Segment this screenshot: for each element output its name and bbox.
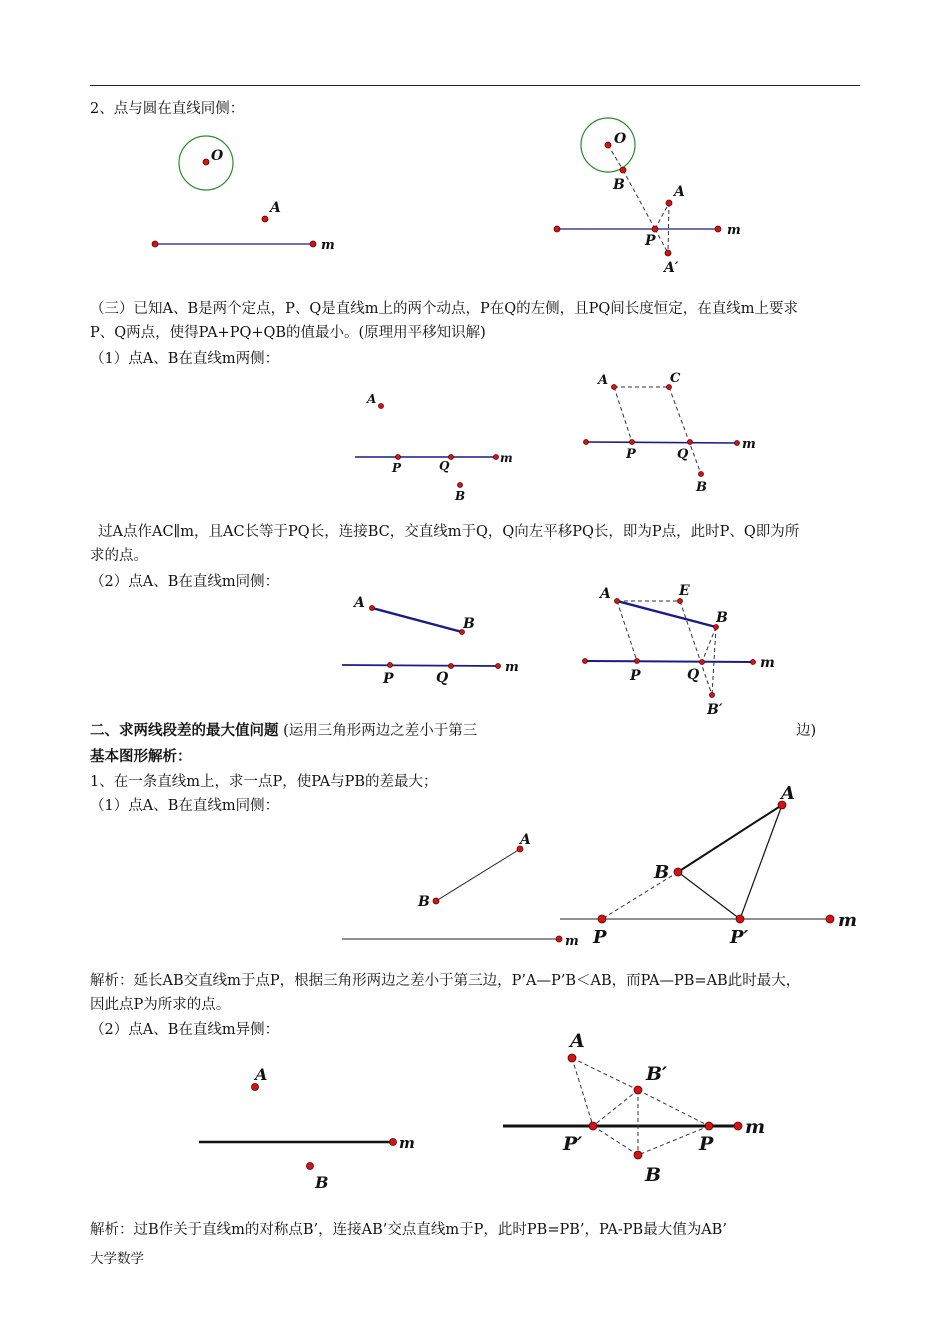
point-m-left (584, 440, 589, 445)
line-m (342, 665, 498, 666)
dash-a-p-prime (572, 1058, 593, 1126)
line-m (585, 661, 753, 662)
label-m: m (505, 660, 519, 675)
label-a: A (674, 184, 685, 200)
point-m-left (152, 241, 158, 247)
label-a: A (520, 832, 531, 848)
segment-b-a (678, 805, 782, 872)
label-p: P (626, 447, 636, 462)
section-4-title-bold: 二、求两线段差的最大值问题 (90, 722, 279, 739)
label-o: O (614, 131, 627, 147)
point-b (433, 898, 439, 904)
point-a (252, 1084, 259, 1091)
point-m-right (494, 455, 499, 460)
label-a: A (600, 586, 611, 602)
dash-p-a (655, 203, 669, 229)
label-q: Q (436, 670, 449, 686)
label-m: m (727, 223, 741, 238)
point-p (388, 663, 393, 668)
label-q: Q (439, 459, 450, 473)
section-3-line-2: P、Q两点，使得PA+PQ+QB的值最小。(原理用平移知识解) (90, 325, 486, 341)
section-2-title: 2、点与圆在直线同侧： (90, 101, 245, 117)
label-b: B (613, 177, 625, 193)
point-a (370, 606, 375, 611)
label-m: m (745, 1116, 766, 1138)
label-b: B (418, 894, 430, 910)
dash-a-a-prime (668, 203, 669, 253)
dash-a-p (617, 601, 637, 661)
section-4-case-1: （1）点A、B在直线m同侧： (90, 798, 280, 814)
section-4-case-2: （2）点A、B在直线m异侧： (90, 1022, 280, 1038)
figure-circle-same-side-left (152, 136, 335, 253)
line-m (586, 442, 737, 443)
label-a: A (367, 392, 377, 406)
point-a (666, 200, 672, 206)
segment-b-p-prime (678, 872, 740, 919)
point-a-prime (665, 250, 671, 256)
section-4-title-rest: (运用三角形两边之差小于第三 (283, 723, 478, 739)
section-4-title-tail: 边) (796, 723, 817, 739)
label-a: A (354, 595, 365, 611)
point-m-right (826, 915, 834, 923)
section-3-case-1: （1）点A、B在直线m两侧： (90, 351, 280, 367)
point-a (262, 216, 268, 222)
section-3-explanation-1: 过A点作AC∥m，且AC长等于PQ长，连接BC，交直线m于Q，Q向左平移PQ长，即为P点，此时P、Q即为所 (98, 524, 800, 540)
label-m: m (565, 934, 579, 949)
label-o: O (211, 148, 224, 164)
point-a (612, 385, 617, 390)
section-4-item-1: 1、在一条直线m上，求一点P，使PA与PB的差最大； (90, 774, 438, 790)
section-4-explanation-1a: 解析：延长AB交直线m于点P，根据三角形两边之差小于第三边，P’A—P’B＜AB，而PA—PB=AB此时最大， (90, 973, 801, 989)
point-q (688, 440, 693, 445)
point-p (652, 226, 658, 232)
segment-a-p-prime (740, 805, 782, 919)
figure-circle-same-side-right (554, 118, 741, 276)
figure-translation-same-right (583, 583, 775, 718)
figure-difference-opposite-left (199, 1065, 415, 1192)
point-m-right (735, 441, 740, 446)
point-a (379, 404, 384, 409)
point-a (568, 1054, 576, 1062)
label-a: A (570, 1030, 585, 1052)
label-p-prime: P′ (563, 1133, 583, 1155)
point-m-right (310, 241, 316, 247)
section-3-case-2: （2）点A、B在直线m同侧： (90, 574, 280, 590)
label-a-prime: A′ (664, 260, 679, 276)
point-m-right (734, 1122, 742, 1130)
label-e: E (679, 583, 690, 599)
figure-difference-same-left (342, 832, 579, 949)
point-b (620, 167, 626, 173)
figure-translation-opposite-left (355, 392, 513, 503)
label-b: B (315, 1173, 329, 1192)
point-m-left (583, 659, 588, 664)
point-m-right (556, 936, 562, 942)
label-a: A (270, 200, 281, 216)
point-b-prime (634, 1086, 642, 1094)
label-p: P (593, 927, 607, 948)
dash-a-p (614, 387, 632, 442)
point-b (634, 1151, 642, 1159)
point-p (705, 1122, 713, 1130)
point-p (635, 659, 640, 664)
figure-translation-same-left (342, 595, 519, 687)
point-p-prime (589, 1122, 597, 1130)
dash-b-prime-p (638, 1090, 709, 1126)
footer: 大学数学 (90, 1251, 144, 1267)
dash-p-prime-b (593, 1126, 638, 1155)
section-3-explanation-2: 求的点。 (90, 548, 148, 564)
label-m: m (838, 910, 858, 931)
point-o (203, 159, 209, 165)
label-p: P (630, 668, 641, 684)
label-b: B (654, 862, 670, 883)
label-p: P (645, 233, 656, 249)
point-e (678, 599, 683, 604)
segment-a-b (436, 849, 520, 901)
segment-a-b (372, 608, 462, 632)
dash-a-b-prime (572, 1058, 638, 1090)
label-a: A (598, 373, 609, 388)
point-p (598, 915, 606, 923)
point-q (449, 664, 454, 669)
point-m-right (715, 226, 721, 232)
label-b: B (455, 489, 466, 503)
label-m: m (500, 451, 513, 465)
dash-p-a-prime (655, 229, 668, 253)
label-p-prime: P′ (730, 927, 749, 948)
figure-translation-opposite-right (584, 371, 756, 495)
label-c: C (670, 371, 681, 386)
point-b (458, 483, 463, 488)
dash-b-prime-p-prime (593, 1090, 638, 1126)
label-a: A (781, 783, 795, 804)
label-b-prime: B′ (707, 702, 723, 718)
label-m: m (399, 1134, 415, 1152)
figure-difference-same-right (560, 783, 857, 948)
point-q (700, 660, 705, 665)
label-b: B (645, 1164, 662, 1186)
point-m-right (390, 1139, 397, 1146)
label-b: B (716, 610, 728, 626)
label-p: P (392, 461, 402, 475)
label-p: P (699, 1133, 714, 1155)
section-4-explanation-1b: 因此点P为所求的点。 (90, 997, 231, 1013)
label-m: m (760, 655, 775, 671)
point-b (307, 1163, 314, 1170)
point-p (396, 455, 401, 460)
point-b (674, 868, 682, 876)
point-m-left (554, 226, 560, 232)
point-a (615, 599, 620, 604)
label-b: B (463, 616, 475, 632)
point-b-prime (710, 693, 715, 698)
label-p: P (383, 671, 394, 687)
point-o (605, 142, 611, 148)
label-q: Q (677, 447, 689, 462)
point-m-right (496, 664, 501, 669)
point-m-right (751, 660, 756, 665)
label-q: Q (687, 667, 700, 683)
segment-a-b (617, 601, 716, 627)
point-p-prime (736, 915, 744, 923)
section-3-line-1: （三）已知A、B是两个定点，P、Q是直线m上的两个动点，P在Q的左侧，且PQ间长度恒定，在直线m上要求 (90, 301, 799, 317)
label-m: m (321, 238, 335, 253)
label-m: m (742, 437, 756, 452)
dash-o-b (608, 145, 623, 170)
point-p (630, 440, 635, 445)
section-4-explanation-2: 解析：过B作关于直线m的对称点B’，连接AB’交点直线m于P，此时PB=PB’，PA-PB最大值为AB’ (90, 1222, 727, 1238)
label-a: A (255, 1065, 268, 1084)
label-b-prime: B′ (646, 1063, 668, 1085)
figure-difference-opposite-right (503, 1030, 765, 1186)
dash-b-p (623, 170, 655, 229)
point-b (699, 472, 704, 477)
section-4-subtitle: 基本图形解析： (90, 748, 192, 765)
label-b: B (696, 480, 707, 495)
